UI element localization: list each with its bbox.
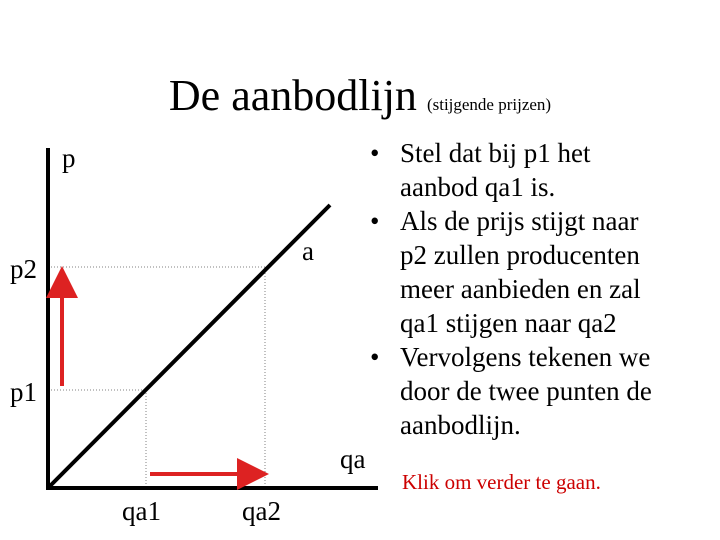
qa2-label: qa2 [242,496,281,526]
supply-line-label: a [302,236,314,266]
bullet-item [370,136,670,204]
x-axis-label: qa [340,444,366,474]
supply-line [48,205,330,488]
title-subtitle: (stijgende prijzen) [426,95,552,114]
p1-label: p1 [10,377,37,407]
y-axis-label: p [62,143,76,173]
p2-label: p2 [10,254,37,284]
bullet-icon: • [370,138,380,168]
bullet-list [370,136,670,442]
bullet-item [370,204,670,340]
continue-hint[interactable]: Klik om verder te gaan. [402,470,601,494]
qa1-label: qa1 [122,496,161,526]
bullet-text: Vervolgens tekenen we door de twee punten de aanbodlijn. [400,342,652,440]
title-main: De aanbodlijn [168,71,417,120]
bullet-icon: • [370,206,380,236]
bullet-text: Als de prijs stijgt naar p2 zullen producenten meer aanbieden en zal qa1 stijgen naar qa2 [400,206,641,338]
bullet-icon: • [370,342,380,372]
bullet-text: Stel dat bij p1 het aanbod qa1 is. [400,138,591,202]
bullet-item [370,340,670,442]
